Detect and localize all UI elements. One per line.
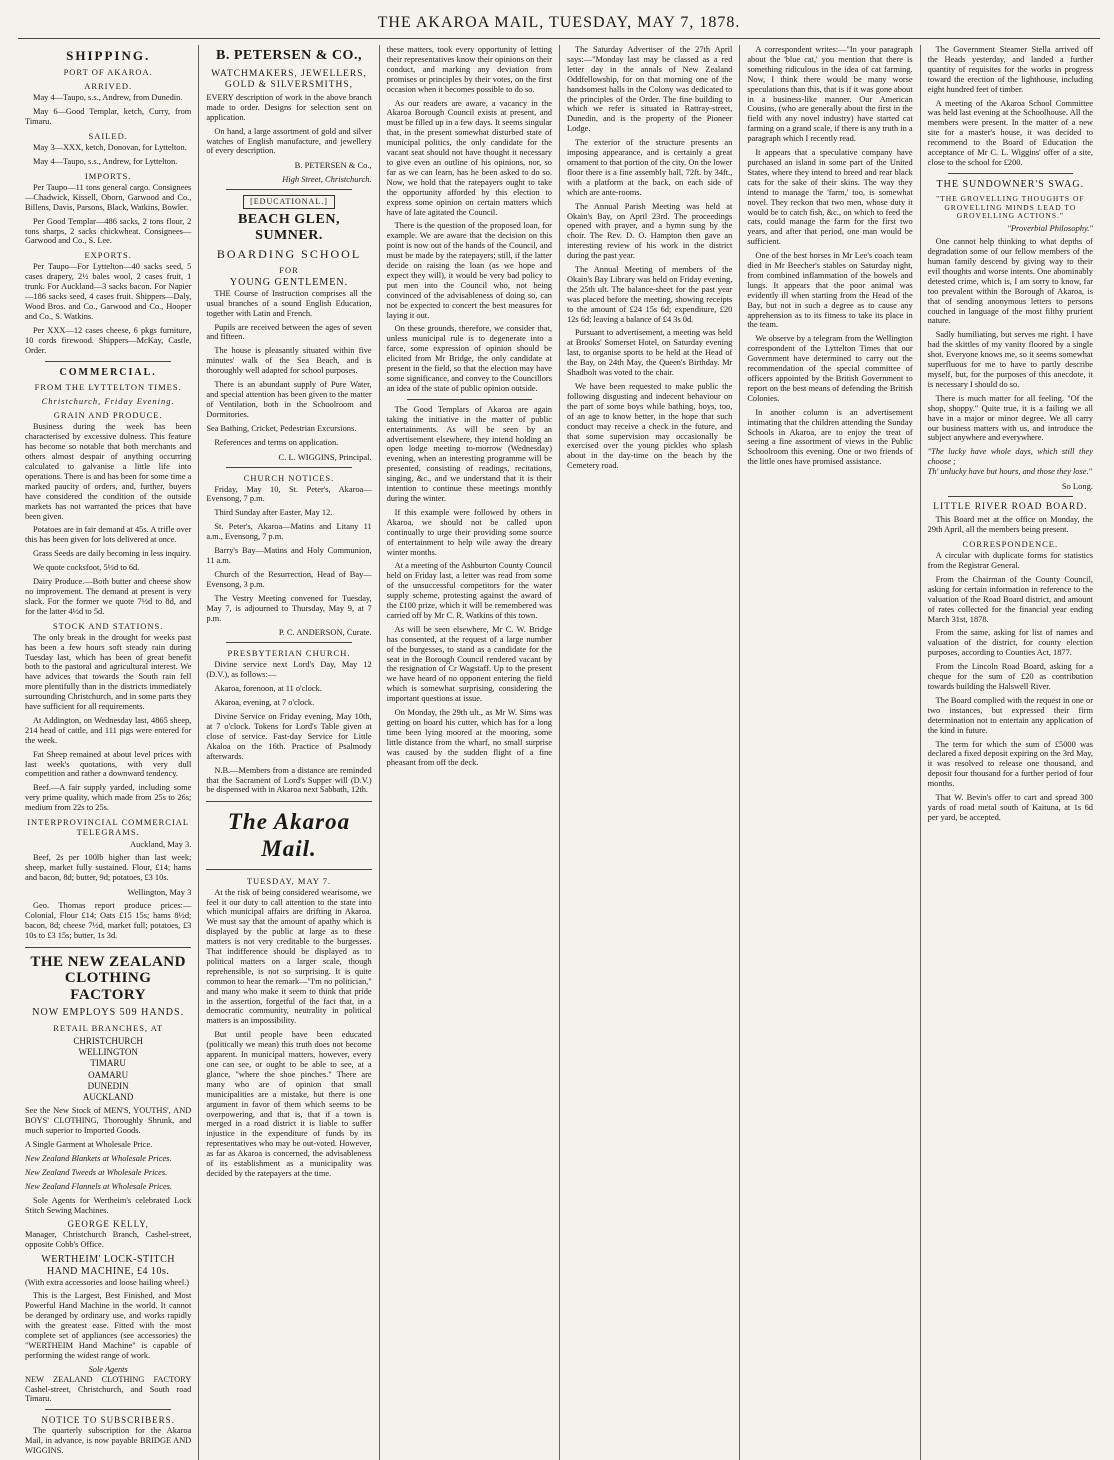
nz-clothing-heading: THE NEW ZEALAND CLOTHING FACTORY — [30, 953, 186, 1003]
divider — [226, 467, 351, 468]
church-heading: CHURCH NOTICES. — [243, 472, 335, 483]
exports-heading: EXPORTS. — [84, 250, 132, 261]
for-label: FOR — [279, 265, 299, 276]
presbyterian-text-4: Divine Service on Friday evening, May 10th, at 7 o'clock. Tokens for Lord's Table given at close of service. Fast-day Service for Little Akaloa on the 16th. Practice of Psalmody afterwards. — [206, 712, 372, 761]
church-text-2: Third Sunday after Easter, May 12. — [214, 508, 333, 518]
wellington-text: Geo. Thomas report produce prices:—Colonial, Flour £14; Oats £15 15s; hams 8½d; bacon, 8d; cheese 7½d, market full; potatoes, £3 10s to £3 15s; butter, 1s 3d. — [25, 900, 192, 940]
church-text-3: St. Peter's, Akaroa—Matins and Litany 11 a.m., Evensong, 7 p.m. — [206, 522, 372, 542]
commercial-text-3: Grass Seeds are daily becoming in less inquiry. — [33, 549, 192, 559]
good-templars-2: If this example were followed by others in Akaroa, we should not be called upon continually to urge their providing some source of entertainment to help wile away the dreary winter months. — [386, 507, 552, 557]
commercial-text-4: We quote cocksfoot, 5½d to 6d. — [33, 563, 140, 573]
presbyterian-text-2: Akaroa, forenoon, at 11 o'clock. — [214, 684, 322, 694]
divider — [948, 496, 1073, 497]
beach-text-6: References and terms on application. — [214, 437, 339, 447]
article-1: The Government Steamer Stella arrived off the Heads yesterday, and landed a further quantity of requisites for the works in progress toward the erection of the lighthouse, including eight hundred feet of timber. — [927, 45, 1093, 94]
church-text-5: Church of the Resurrection, Head of Bay—Evensong, 3 p.m. — [206, 569, 372, 589]
newspaper-title: The Akaroa Mail. — [227, 809, 351, 862]
sailed-1: May 3—XXX, ketch, Donovan, for Lyttelton. — [33, 143, 187, 153]
column-4 — [559, 45, 739, 1460]
commercial-text-2: Potatoes are in fair demand at 45s. A trifle over this has been given for lots delivered at once. — [25, 525, 192, 545]
road-board-text-7: The term for which the sum of £5000 was declared a fixed deposit expiring on the 3rd May, it was resolved to release one thousand, and deposit four thousand for a further period of four months. — [927, 739, 1093, 789]
import-1: Per Taupo—11 tons general cargo. Consignees—Chadwick, Kissell, Oborn, Garwood and Co., Billens, Davis, Parsons, Black, Watkins, Bowler. — [25, 182, 192, 212]
beach-glen-heading: BEACH GLEN, SUMNER. — [238, 211, 340, 244]
stock-text-2: At Addington, on Wednesday last, 4865 sheep, 214 head of cattle, and 111 pigs were entered for the week. — [25, 715, 192, 745]
wertheim-text: This is the Largest, Best Finished, and Most Powerful Hand Machine in the world. It cannot be deranged by ordinary use, and works rapidly with the greatest ease. Fitted with the most complete set of appliances (see accessories) the "WERTHEIM Hand Machine" is capable of performing the widest range of work. — [25, 1291, 192, 1360]
divider — [25, 947, 191, 948]
petersen-text-2: On hand, a large assortment of gold and silver watches of English manufacture, and jewellery of every description. — [206, 126, 372, 156]
export-2: Per XXX—12 cases cheese, 6 pkgs furniture, 10 cords firewood. Shippers—McKay, Castle, Order. — [25, 325, 192, 355]
wertheim-sub: (With extra accessories and loose hailing wheel.) — [25, 1277, 190, 1287]
article-6: We have been requested to make public the following disgusting and indecent behaviour on the part of some boys while bathing, boys, too, of an age to know better, in the hope that such conduct may receive a check in the future, and that some supervision may occasionally be exercised over the young pickles who splash about in the day-time on the beach by the Cemetery road. — [566, 382, 733, 471]
sundowner-text-1: One cannot help thinking to what depths of degradation some of our fellow members of the human family descend by giving way to their evil thoughts and worse intents. One abominably detested crime, which is, I am sorry to know, far too prevalent within the Borough of Akaroa, is that of sending anonymous letters to persons couched in language of the most filthy prurient nature. — [927, 237, 1093, 326]
sole-agents: Sole Agents — [88, 1364, 128, 1374]
petersen-address: High Street, Christchurch. — [282, 174, 372, 185]
shipping-heading: SHIPPING. — [66, 48, 151, 63]
sailed-heading: SAILED. — [88, 131, 128, 142]
meeting-3: On Monday, the 29th ult., as Mr W. Sims was getting on board his cutter, which has for a long time been lying moored at the mooring, some little distance from the wharf, no small surprise was caused by the sudden flight of a fine pheasant from off the deck. — [386, 708, 552, 767]
road-board-heading: LITTLE RIVER ROAD BOARD. — [933, 502, 1088, 513]
sundowner-epigraph: "THE GROVELLING THOUGHTS OF GROVELLING MINDS LEAD TO GROVELLING ACTIONS." — [936, 193, 1085, 221]
editorial-date: TUESDAY, MAY 7. — [246, 875, 332, 886]
wellington-dateline: Wellington, May 3 — [127, 886, 192, 897]
beach-text-1: THE Course of Instruction comprises all the usual branches of a sound English Education, together with Latin and French. — [206, 288, 372, 318]
masthead: THE AKAROA MAIL, TUESDAY, MAY 7, 1878. — [18, 14, 1100, 39]
presbyterian-text-3: Akaroa, evening, at 7 o'clock. — [214, 698, 315, 708]
auckland-dateline: Auckland, May 3. — [129, 839, 192, 850]
arrival-2: May 6—Good Templar, ketch, Curry, from Timaru. — [25, 107, 192, 127]
sole-agents-address: NEW ZEALAND CLOTHING FACTORY Cashel-street, Christchurch, and South road Timaru. — [25, 1374, 192, 1404]
divider — [206, 869, 371, 870]
petersen-text: EVERY description of work in the above branch made to order. Designs for selection sent on application. — [206, 92, 372, 122]
church-text-6: The Vestry Meeting convened for Tuesday, May 7, is adjourned to Thursday, May 9, at 7 p.m. — [206, 593, 372, 623]
nz-flannels: New Zealand Flannels at Wholesale Prices. — [25, 1181, 173, 1191]
presbyterian-text-1: Divine service next Lord's Day, May 12 (D.V.), as follows:— — [206, 660, 372, 680]
educational-tag: [EDUCATIONAL.] — [243, 195, 335, 208]
kelly-name: GEORGE KELLY, — [67, 1219, 149, 1230]
editorial-text-3: these matters, took every opportunity of letting their representatives know their opinions on their conduct, and marking any deviation from promises or principles by their votes, on the first occasion when it becomes possible to do so. — [386, 45, 552, 94]
divider — [226, 189, 351, 190]
presbyterian-text-5: N.B.—Members from a distance are reminded that the Sacrament of Lord's Supper will (D.V.) be dispensed with in Akaroa next Sabbath, 12th. — [206, 765, 372, 795]
editorial-text-1: At the risk of being considered wearisome, we feel it our duty to call attention to the state into which municipal affairs are drifting in Akaroa. We must say that the amount of apathy which is displayed by the public at large as to these matters is not very creditable to the burgesses. That indifference should be displayed as to political matters on a larger scale, though reprehensible, is not so surprising. It is quite common to hear the remark—"I'm no politician," and many who make it seem to think that pride in the assertion, forgetful of the fact that, in a democratic community, neutrality in political matters is an impossibility. — [206, 887, 372, 1026]
beach-text-5: Sea Bathing, Cricket, Pedestrian Excursions. — [206, 423, 357, 433]
nz-agents: Sole Agents for Wertheim's celebrated Lock Stitch Sewing Machines. — [25, 1195, 192, 1215]
editorial-text-6: On these grounds, therefore, we consider that, unless municipal rule is to degenerate into a farce, some expression of opinion should be elicited from Mr Bridge, the only candidate at present in the field, so that the election may have some significance, and convey to the Councillors an idea of the state of public opinion outside. — [386, 324, 552, 393]
nz-employs: NOW EMPLOYS 509 HANDS. — [32, 1007, 185, 1019]
divider — [407, 399, 532, 400]
nz-retail: RETAIL BRANCHES, AT — [53, 1022, 164, 1033]
export-1: Per Taupo—For Lyttelton—40 sacks seed, 5 cases drapery, 2½ bales wool, 2 cases fruit, 1 trunk. For Auckland—3 sacks bacon. For Napier—186 sacks seed, 4 cases fruit. Shippers—Daly, Wood Bros. and Co., Garwood and Co., Hooper and Co., S. Watkins. — [25, 262, 192, 321]
nz-blankets: New Zealand Blankets at Wholesale Prices. — [25, 1153, 172, 1163]
article-1: The Saturday Advertiser of the 27th April says:—"Monday last may be classed as a red letter day in the annals of New Zealand Oddfellowship, for on that morning one of the handsomest halls in the Colony was dedicated to the principles of the Order. The fine building to which we refer is situated in Rattray-street, Dunedin, and is the property of the Pioneer Lodge. — [566, 45, 733, 134]
port-heading: PORT OF AKAROA. — [63, 67, 153, 78]
nz-tweeds: New Zealand Tweeds at Wholesale Prices. — [25, 1167, 168, 1177]
sundowner-signature: So Long. — [1061, 481, 1093, 492]
young-gentlemen: YOUNG GENTLEMEN. — [229, 277, 349, 289]
stock-text-1: The only break in the drought for weeks past has been a few hours soft steady rain during Tuesday last, which has been of great benefit both to the pastoral and agricultural interest. We have advices that towards the South rain fell more plentifully than in the districts immediately surrounding Christchurch, and in some parts they have sufficient for all requirements. — [25, 632, 192, 712]
good-templars-1: The Good Templars of Akaroa are again taking the initiative in the matter of public entertainments. As will be seen by an advertisement elsewhere, they intend holding an open lodge meeting to-morrow (Wednesday) evening, when an interesting programme will be presented, consisting of readings, recitations, singing, &c., and we understand that it is their intention to continue these meetings monthly during the winter. — [386, 404, 552, 503]
correspondence-heading: CORRESPONDENCE. — [962, 539, 1059, 550]
column-3 — [379, 45, 559, 1460]
article-3: One of the best horses in Mr Lee's coach team died in Mr Beecher's stables on Saturday night, from combined inflammation of the bowels and lungs. It appears that the poor animal was evidently ill when starting from the Head of the Bay, but not in such a degree as to cause any apprehension as to its fitness to take its place in the team. — [747, 251, 913, 330]
article-2: The exterior of the structure presents an imposing appearance, and is certainly a great ornament to that portion of the city. On the lower floor there is a fine assembly hall, 72ft. by 34ft., with a platform at the back, on each side of which are ante-rooms. — [566, 138, 733, 197]
article-5: Pursuant to advertisement, a meeting was held at Brooks' Somerset Hotel, on Saturday evening last, to organise sports to be held at the Head of the Bay, on 24th May, the Queen's Birthday. Mr Shadbolt was voted to the chair. — [566, 328, 733, 378]
commercial-text-1: Business during the week has been characterised by excessive dulness. This feature has become so notable that both merchants and others almost despair of anything occurring calculated to galvanise a little life into operations. There is and has been for some time a marked paucity of orders, and, further, buyers have considered the condition of the outside markets has not warranted the prices that have been given. — [25, 422, 192, 521]
article-3: The Annual Parish Meeting was held at Okain's Bay, on April 23rd. The proceedings opened with prayer, and a hymn sung by the choir. The Rev. D. O. Hampton then gave an interesting review of his work in the district during the past year. — [566, 201, 733, 261]
column-5 — [739, 45, 919, 1460]
article-4: The Annual Meeting of members of the Okain's Bay Library was held on Friday evening, the 25th ult. The balance-sheet for the past year was placed before the meeting, showing receipts to the amount of £24 15s 6d; expenditure, £20 12s 6d; leaving a balance of £4 3s 0d. — [566, 265, 733, 324]
imports-heading: IMPORTS. — [84, 170, 132, 181]
beach-text-2: Pupils are received between the ages of seven and fifteen. — [206, 322, 372, 342]
beach-text-3: The house is pleasantly situated within five minutes' walk of the Sea Beach, and is thoroughly well adapted for school purposes. — [206, 346, 372, 376]
commercial-heading: COMMERCIAL. — [59, 366, 157, 378]
auckland-text: Beef, 2s per 100lb higher than last week; sheep, market fully sustained. Flour, £14; hams and bacon, 8d; butter, 9d; potatoes, £3 10s. — [25, 853, 192, 882]
sundowner-poem: "The lucky have whole days, which still they choose ; Th' unlucky have but hours, and those they lose." — [927, 447, 1093, 477]
kelly-address: Manager, Christchurch Branch, Cashel-street, opposite Cobb's Office. — [25, 1230, 192, 1249]
petersen-sub: WATCHMAKERS, JEWELLERS, GOLD & SILVERSMITHS, — [211, 68, 367, 90]
church-text-4: Barry's Bay—Matins and Holy Communion, 11 a.m. — [206, 546, 372, 565]
divider — [45, 361, 171, 362]
nz-towns: CHRISTCHURCH WELLINGTON TIMARU OAMARU DUNEDIN AUCKLAND — [73, 1035, 143, 1103]
article-4: We observe by a telegram from the Wellington correspondent of the Lyttelton Times that our Government have determined to carry out the recommendation of the special committee of officers appointed by the British Government to report on the best means of defending the British Colonies. — [747, 334, 913, 403]
nz-stock: See the New Stock of MEN'S, YOUTHS', AND BOYS' CLOTHING, Thoroughly Shrunk, and much superior to Imported Goods. — [25, 1106, 192, 1136]
source-line: FROM THE LYTTELTON TIMES. — [34, 382, 182, 393]
stock-text-4: Beef.—A fair supply yarded, including some very prime quality, which made from 25s to 26s; medium from 22s to 25s. — [25, 783, 192, 813]
beach-signature: C. L. WIGGINS, Principal. — [278, 451, 372, 462]
column-1 — [18, 45, 198, 1460]
column-6 — [920, 45, 1100, 1460]
meeting-1: At a meeting of the Ashburton County Council held on Friday last, a letter was read from some of the unsuccessful competitors for the water supply scheme, protesting against the award of the £100 prize, which it will be remembered was carried off by Mr C. R. Watkins of this town. — [386, 561, 552, 620]
article-2: A meeting of the Akaroa School Committee was held last evening at the Schoolhouse. All the members were present. In the matter of a new site for a master's house, it was decided to recommend to the Board of Education the acceptance of Mr C. L. Wiggins' offer of a site, close to the school for £200. — [927, 98, 1093, 167]
divider — [948, 173, 1073, 174]
boarding-school: BOARDING SCHOOL — [216, 246, 362, 261]
intercolonial-heading: INTERPROVINCIAL COMMERCIAL TELEGRAMS. — [27, 817, 190, 838]
meeting-2: As will be seen elsewhere, Mr C. W. Bridge has consented, at the request of a large number of the burgesses, to stand as a candidate for the seat in the Borough Council rendered vacant by the resignation of Cr Wagstaff. Up to the present we have heard of no opponent entering the field which is somewhat surprising, considering the important questions at issue. — [386, 624, 552, 704]
divider — [226, 642, 351, 643]
divider — [206, 801, 371, 802]
arrival-1: May 4—Taupo, s.s., Andrew, from Dunedin. — [33, 93, 183, 103]
road-board-text-8: That W. Bevin's offer to cart and spread 300 yards of road metal south of Kaituna, at 1s 6d per yard, be accepted. — [927, 793, 1093, 822]
road-board-text-6: The Board complied with the request in one or two instances, but expressed their firm determination not to entertain any application of the kind in future. — [927, 695, 1093, 735]
road-board-text-1: This Board met at the office on Monday, the 29th April, all the members being present. — [927, 515, 1093, 535]
columns — [18, 45, 1100, 1455]
petersen-signature: B. PETERSEN & Co., — [294, 160, 372, 171]
presbyterian-heading: PRESBYTERIAN CHURCH. — [227, 648, 351, 659]
grain-heading: GRAIN AND PRODUCE. — [53, 410, 163, 421]
column-2 — [198, 45, 378, 1460]
church-signature: P. C. ANDERSON, Curate. — [278, 627, 372, 638]
commercial-text-5: Dairy Produce.—Both butter and cheese show no improvement. The demand at present is very slack. For the former we quote 7½d to 8d, and for the latter 4½d to 5d. — [25, 577, 192, 616]
road-board-text-4: From the same, asking for list of names and valuation of the district, for county election purposes, according to Counties Act, 1877. — [927, 628, 1093, 658]
sundowner-text-2: Sadly humiliating, but serves me right. I have had the skittles of my vanity floored by a single shot. Everyone knows me, so it seems somewhat superfluous for me to have to partly describe myself, but, for the purposes of this anecdote, it is necessary I should do so. — [927, 330, 1093, 389]
beach-text-4: There is an abundant supply of Pure Water, and special attention has been given to the matter of Ventilation, both in the Schoolroom and Dormitories. — [206, 380, 372, 419]
editorial-text-5: There is the question of the proposed loan, for example. We are aware that the decision on this point is now out of the hands of the Council, and must be made by the ratepayers; still, if the latter decide on raising the loan (as we hope and expect they will), it would be very bad policy to put men into the Council who, not being convinced of the advisableness of doing so, can not be expected to concert the best measures for laying it out. — [386, 221, 552, 320]
church-text-1: Friday, May 10, St. Peter's, Akaroa—Evensong, 7 p.m. — [206, 484, 372, 504]
stock-text-3: Fat Sheep remained at about level prices with last week's quotations, with very dull competition and rather a downward tendency. — [25, 749, 192, 779]
dateline: Christchurch, Friday Evening. — [41, 396, 175, 407]
sailed-2: May 4—Taupo, s.s., Andrew, for Lyttelton. — [33, 157, 178, 166]
editorial-text-4: As our readers are aware, a vacancy in the Akaroa Borough Council exists at present, and must be filled up in a few days. It seems singular that, in the present somewhat disturbed state of municipal politics, the only candidate for the vacant seat should not have thought it necessary to give even an outline of his opinions, nor, so far as we can learn, has he been asked to do so. Now, we hold that the ratepayers ought to take the opportunity afforded by this election to express some opinion on certain matters which have of late agitated the Council. — [386, 98, 552, 217]
divider — [45, 1409, 171, 1410]
road-board-text-3: From the Chairman of the County Council, asking for certain information in reference to the valuation of the Road Board district, and amount of rates collected for the financial year ending March 31st, 1878. — [927, 574, 1093, 624]
editorial-text-2: But until people have been educated (politically we mean) this truth does not become apparent. In municipal matters, however, every one can see, or ought to be able to see, at a glance, "where the shoe pinches." There are many who are of opinion that small municipalities are a mistake, but there is one argument in favor of them which seems to be overpowering, and that is, that if a town is merged in a road district it is liable to suffer injustice in the expenditure of funds by its representatives who may be out-voted. However, as far as Akaroa is concerned, the advisableness of its establishment as a municipality was decided by the ratepayers at the time. — [206, 1030, 372, 1178]
notice-heading: NOTICE TO SUBSCRIBERS. — [41, 1415, 175, 1426]
article-2: It appears that a speculative company have purchased an island in some part of the United States, where they intend to breed and rear black cats for the sake of their skins. The way they intend to manage the 'farm,' too, is somewhat novel. They reckon that two men, whose duty it would be to catch fish, &c., on which to feed the cats, could manage the farm for the first two years, and after that period, one man would be sufficient. — [747, 148, 913, 247]
article-5: In another column is an advertisement intimating that the children attending the Sunday Schools in Akaroa, are to enjoy the treat of seeing a fine assortment of views in the Public Schoolroom this evening. One or two friends of the little ones have promised assistance. — [747, 407, 913, 467]
article-1: A correspondent writes:—"In your paragraph about the 'blue cat,' you mention that there is something ridiculous in the idea of cat farming. Now, I think there would be many worse speculations than this, that is if it was gone about in a business-like manner. Our American Cousins, (who are generally about the first in the field with any novel industry) have started cat farming on a grand scale, if there is any truth in a paragraph which I recently read. — [747, 45, 913, 144]
notice-text: The quarterly subscription for the Akaroa Mail, in advance, is now payable BRIDGE AND WIGGINS. — [25, 1425, 192, 1455]
petersen-heading: B. PETERSEN & CO., — [216, 48, 362, 63]
road-board-text-2: A circular with duplicate forms for statistics from the Registrar General. — [927, 551, 1093, 571]
arrived-heading: ARRIVED. — [84, 81, 133, 92]
import-2: Per Good Templar—486 sacks, 2 tons flour, 2 tons sharps, 2 sacks chickwheat. Consignees—Garwood and Co., S. Lee. — [25, 216, 192, 246]
sundowner-text-3: There is much matter for all feeling. "Of the shop, shoppy." Quite true, it is a failing we all have in a major or minor degree. We all carry our business matters with us, and introduce the subject anywhere and everywhere. — [927, 393, 1093, 443]
sundowner-heading: THE SUNDOWNER'S SWAG. — [936, 178, 1085, 190]
sundowner-epigraph-source: "Proverbial Philosophy." — [1007, 223, 1093, 234]
wertheim-heading: WERTHEIM' LOCK-STITCH HAND MACHINE, £4 10s. — [41, 1253, 175, 1277]
stock-heading: STOCK AND STATIONS. — [52, 620, 164, 631]
road-board-text-5: From the Lincoln Road Board, asking for a cheque for the sum of £20 as contribution towards building the Halswell River. — [927, 662, 1093, 691]
nz-single: A Single Garment at Wholesale Price. — [25, 1140, 153, 1150]
